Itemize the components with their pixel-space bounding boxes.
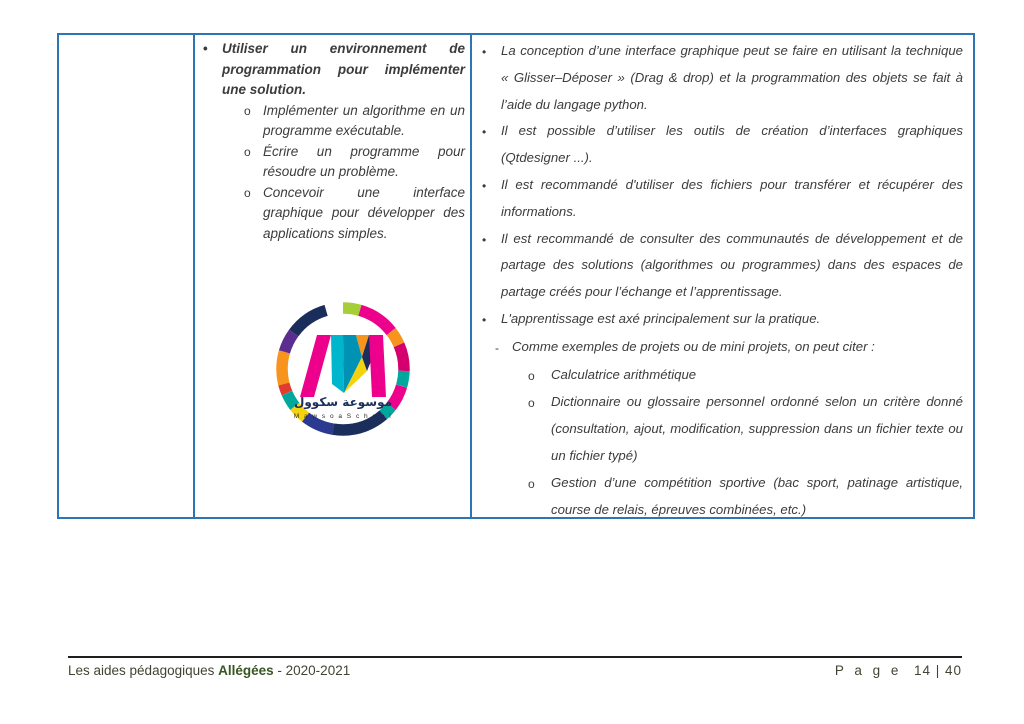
recommendation-text: Il est possible d’utiliser les outils de création d’interfaces graphiques (Qtdesigner ...). bbox=[501, 123, 963, 166]
recommendation-text: Il est recommandé de consulter des communautés de développement et de partage des solutions (algorithmes ou programmes) dans des espaces de partage créés pour l’échange et l’apprentissage. bbox=[501, 230, 963, 300]
example-project-text: Dictionnaire ou glossaire personnel ordonné selon un critère donné (consultation, ajout, modification, suppression dans un fichier texte ou un fichier typé) bbox=[551, 394, 963, 463]
footer-rule bbox=[68, 656, 962, 658]
objective-main-text: Utiliser un environnement de programmation pour implémenter une solution. bbox=[222, 41, 465, 97]
example-project-item bbox=[528, 470, 963, 524]
example-project-text: Calculatrice arithmétique bbox=[551, 366, 697, 382]
footer-page-value: 14 | 40 bbox=[913, 663, 962, 678]
footer-doc-title bbox=[68, 663, 350, 678]
circle-bullet-icon: o bbox=[528, 396, 535, 411]
recommendation-item bbox=[482, 38, 963, 118]
example-project-item bbox=[528, 389, 963, 469]
bullet-icon: • bbox=[482, 232, 487, 247]
bullet-icon: • bbox=[482, 312, 487, 327]
recommendation-item bbox=[482, 226, 963, 306]
logo-arabic-name: موسوعة سكوول bbox=[293, 395, 393, 409]
footer-title-bold: Allégées bbox=[218, 663, 274, 678]
recommendations-cell bbox=[472, 35, 973, 517]
mawsoa-school-logo bbox=[273, 299, 413, 443]
logo-m-monogram bbox=[300, 335, 386, 397]
objective-sub-text: Concevoir une interface graphique pour développer des applications simples. bbox=[263, 184, 465, 241]
recommendation-text: Il est recommandé d'utiliser des fichiers pour transférer et récupérer des informations. bbox=[501, 176, 963, 219]
recommendation-text: La conception d’une interface graphique peut se faire en utilisant la technique « Glisser–Déposer » (Drag & drop) et la programmation des objets se fait à l’aide du langage python. bbox=[501, 43, 963, 112]
bullet-icon: • bbox=[482, 178, 487, 193]
logo-graphic bbox=[273, 299, 413, 443]
objective-sub-item bbox=[244, 101, 465, 142]
footer-title-prefix: Les aides pédagogiques bbox=[68, 663, 219, 678]
circle-bullet-icon: o bbox=[244, 144, 251, 159]
footer-page-number bbox=[835, 663, 962, 678]
footer-page-word: P a g e bbox=[834, 663, 902, 678]
footer bbox=[68, 663, 962, 678]
dash-bullet-icon: - bbox=[495, 340, 499, 355]
bullet-icon: • bbox=[482, 125, 487, 140]
circle-bullet-icon: o bbox=[244, 185, 251, 200]
objectives-cell bbox=[195, 35, 472, 517]
recommendation-item bbox=[482, 172, 963, 226]
recommendation-item bbox=[482, 306, 963, 334]
bullet-icon: • bbox=[482, 45, 487, 59]
circle-bullet-icon: o bbox=[528, 368, 535, 383]
empty-left-cell bbox=[59, 35, 195, 517]
objective-sub-text: Implémenter un algorithme en un programme exécutable. bbox=[263, 102, 465, 138]
examples-intro-item bbox=[495, 334, 963, 362]
document-table bbox=[57, 33, 975, 519]
bullet-icon: • bbox=[203, 41, 208, 56]
objective-main-item bbox=[203, 39, 465, 101]
footer-title-suffix: - 2020-2021 bbox=[273, 663, 351, 678]
objective-sub-item bbox=[244, 142, 465, 183]
logo-english-name: M a w s o a S c h o o l bbox=[293, 413, 393, 420]
example-project-text: Gestion d’une compétition sportive (bac sport, patinage artistique, course de relais, épreuves combinées, etc.) bbox=[551, 474, 963, 517]
recommendation-text: L'apprentissage est axé principalement sur la pratique. bbox=[501, 310, 821, 326]
objective-sub-item bbox=[244, 183, 465, 245]
recommendation-item bbox=[482, 118, 963, 172]
examples-intro-text: Comme exemples de projets ou de mini projets, on peut citer : bbox=[512, 338, 875, 354]
example-project-item bbox=[528, 362, 963, 390]
circle-bullet-icon: o bbox=[528, 476, 535, 491]
objective-sub-text: Écrire un programme pour résoudre un problème. bbox=[263, 143, 465, 179]
circle-bullet-icon: o bbox=[244, 103, 251, 118]
